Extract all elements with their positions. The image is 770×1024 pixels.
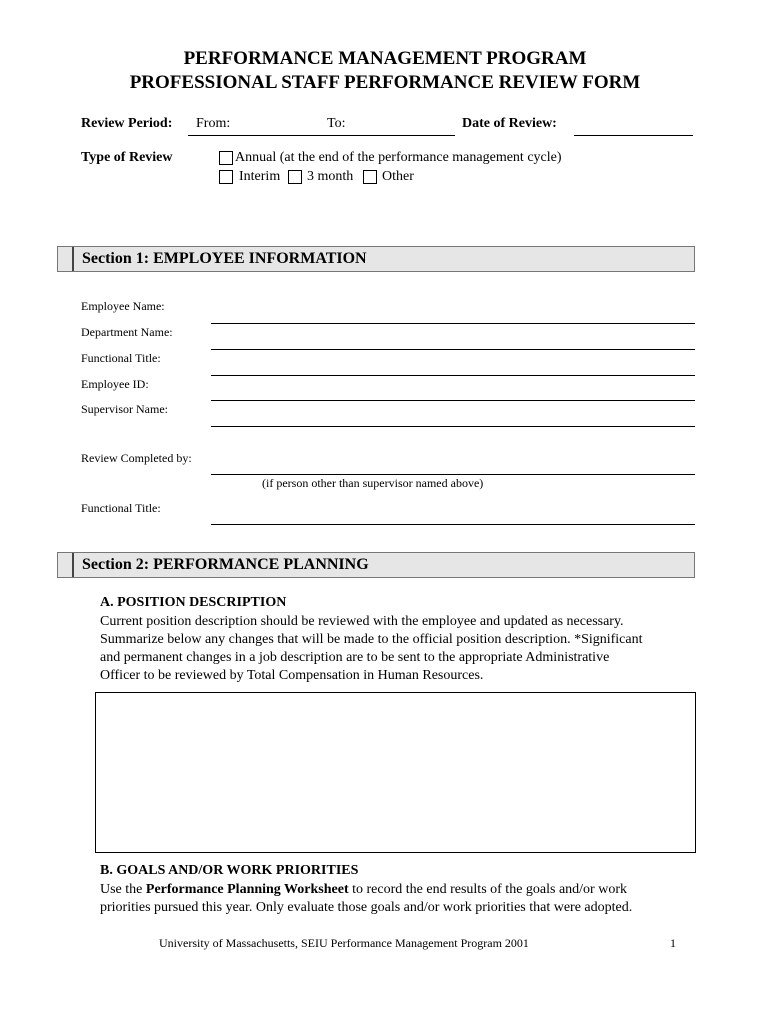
worksheet-name: Performance Planning Worksheet — [145, 882, 349, 897]
goals-line-1 — [100, 881, 627, 899]
employee-name-label: Employee Name: — [81, 299, 165, 313]
functional-title-label: Functional Title: — [81, 351, 161, 365]
date-of-review-label: Date of Review: — [462, 116, 557, 131]
to-field[interactable] — [320, 135, 455, 136]
interim-checkbox[interactable] — [219, 170, 233, 184]
goals-line-1-pre: Use the — [100, 882, 146, 897]
employee-id-label: Employee ID: — [81, 377, 149, 391]
section-1-title: Section 1: EMPLOYEE INFORMATION — [82, 250, 367, 267]
from-field[interactable] — [188, 135, 320, 136]
form-title-line-1: PERFORMANCE MANAGEMENT PROGRAM — [183, 48, 587, 69]
three-month-checkbox[interactable] — [288, 170, 302, 184]
employee-name-field[interactable] — [211, 323, 695, 324]
form-title-line-2: PROFESSIONAL STAFF PERFORMANCE REVIEW FORM — [129, 72, 641, 93]
date-of-review-field[interactable] — [574, 135, 693, 136]
position-description-changes-textbox[interactable] — [95, 692, 696, 853]
supervisor-name-label: Supervisor Name: — [81, 402, 168, 416]
position-description-line-4: Officer to be reviewed by Total Compensation in Human Resources. — [100, 668, 484, 683]
goals-heading: B. GOALS AND/OR WORK PRIORITIES — [100, 863, 359, 878]
goals-line-1-post: to record the end results of the goals and/or work — [348, 882, 627, 897]
department-name-label: Department Name: — [81, 325, 173, 339]
position-description-heading: A. POSITION DESCRIPTION — [100, 595, 287, 610]
section-2-accent-bar — [72, 553, 74, 577]
page-number: 1 — [670, 936, 676, 950]
reviewer-functional-title-field[interactable] — [211, 524, 695, 525]
position-description-line-1: Current position description should be reviewed with the employee and updated as necessary. — [100, 614, 624, 629]
section-2-title: Section 2: PERFORMANCE PLANNING — [82, 556, 369, 573]
three-month-option-label: 3 month — [307, 169, 354, 184]
supervisor-name-field[interactable] — [211, 426, 695, 427]
to-label: To: — [327, 116, 346, 131]
from-label: From: — [196, 116, 231, 131]
review-completed-by-field[interactable] — [211, 474, 695, 475]
employee-id-field[interactable] — [211, 400, 695, 401]
functional-title-field[interactable] — [211, 375, 695, 376]
review-completed-by-note: (if person other than supervisor named above) — [262, 476, 484, 490]
goals-line-2: priorities pursued this year. Only evaluate those goals and/or work priorities that were adopted. — [100, 900, 633, 915]
interim-option-label: Interim — [239, 169, 281, 184]
other-option-label: Other — [382, 169, 414, 184]
position-description-line-3: and permanent changes in a job description are to be sent to the appropriate Administrative — [100, 650, 610, 665]
review-completed-by-label: Review Completed by: — [81, 451, 192, 465]
section-1-header — [57, 246, 695, 272]
section-1-accent-bar — [72, 247, 74, 271]
review-period-label: Review Period: — [81, 116, 173, 131]
section-2-header — [57, 552, 695, 578]
annual-option-label: Annual (at the end of the performance management cycle) — [235, 150, 562, 165]
department-name-field[interactable] — [211, 349, 695, 350]
position-description-line-2: Summarize below any changes that will be made to the official position description. *Significant — [100, 632, 643, 647]
reviewer-functional-title-label: Functional Title: — [81, 501, 161, 515]
annual-checkbox[interactable] — [219, 151, 233, 165]
type-of-review-label: Type of Review — [81, 150, 173, 165]
footer-text: University of Massachusetts, SEIU Performance Management Program 2001 — [159, 936, 529, 950]
other-checkbox[interactable] — [363, 170, 377, 184]
